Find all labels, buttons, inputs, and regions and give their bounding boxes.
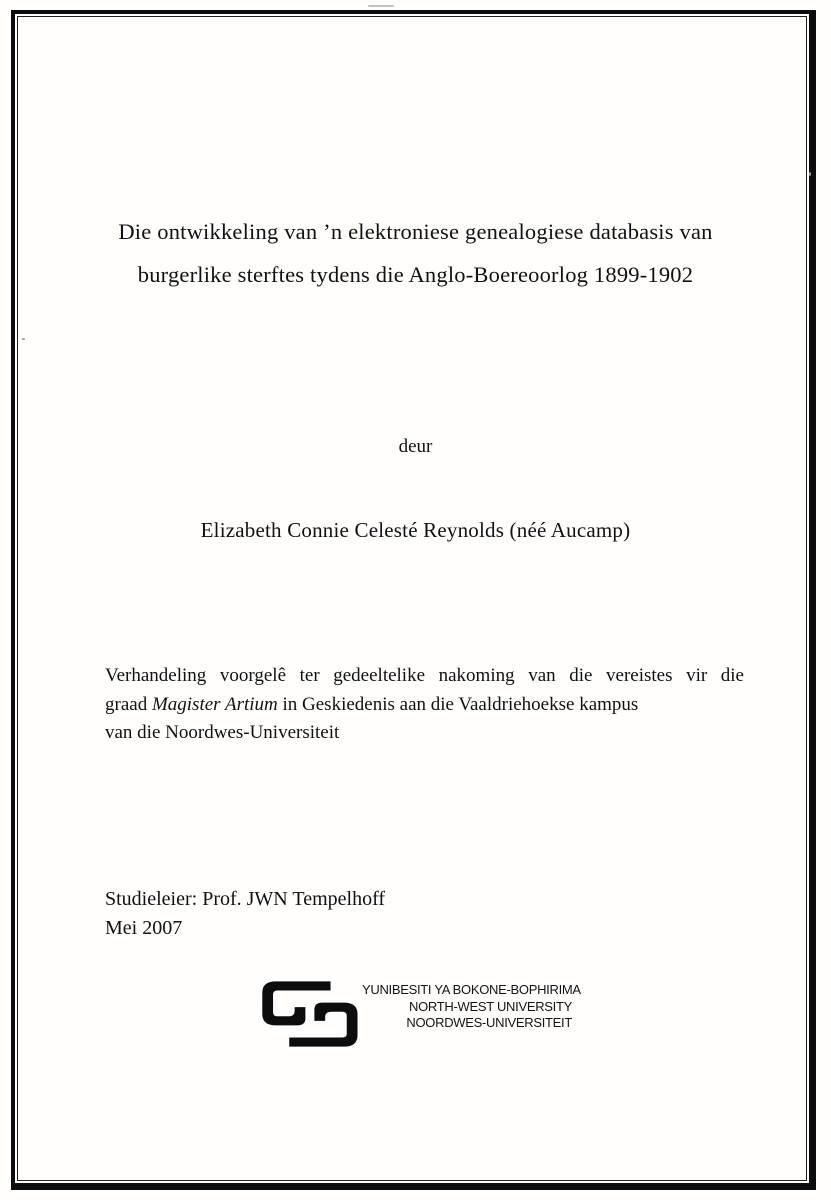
submission-line-2-prefix: graad — [105, 693, 152, 715]
thesis-title — [60, 210, 771, 296]
supervisor-line: Studieleier: Prof. JWN Tempelhoff — [105, 888, 386, 910]
scan-speck — [368, 5, 394, 7]
north-west-university-logo — [256, 976, 581, 1052]
submission-statement — [105, 662, 744, 748]
supervisor-and-date — [105, 885, 385, 943]
degree-name-italic: Magister Artium — [151, 693, 278, 715]
nwu-name-setswana: YUNIBESITI YA BOKONE-BOPHIRIMA — [362, 982, 581, 997]
date-line: Mei 2007 — [105, 917, 183, 939]
nwu-name-english: NORTH-WEST UNIVERSITY — [409, 998, 572, 1014]
submission-line-3: van die Noordwes-Universiteit — [105, 722, 340, 743]
nwu-name-afrikaans: NOORDWES-UNIVERSITEIT — [406, 1015, 572, 1030]
nwu-chain-link-logo-icon — [256, 976, 362, 1052]
author-name: Elizabeth Connie Celesté Reynolds (néé Aucamp) — [200, 518, 631, 542]
submission-line-2 — [105, 691, 744, 720]
byline-deur: deur — [398, 436, 433, 457]
submission-line-2-suffix: in Geskiedenis aan die Vaaldriehoekse kampus — [277, 693, 639, 715]
thesis-title-line-1: Die ontwikkeling van ’n elektroniese genealogiese databasis van — [118, 219, 713, 244]
scan-speck — [22, 338, 25, 340]
nwu-logo-wordmark — [362, 976, 581, 1032]
thesis-title-line-2: burgerlike sterftes tydens die Anglo-Boereoorlog 1899-1902 — [137, 262, 694, 287]
scan-speck — [809, 172, 811, 176]
submission-line-1: Verhandeling voorgelê ter gedeeltelike nakoming van die vereistes vir die — [105, 665, 744, 686]
